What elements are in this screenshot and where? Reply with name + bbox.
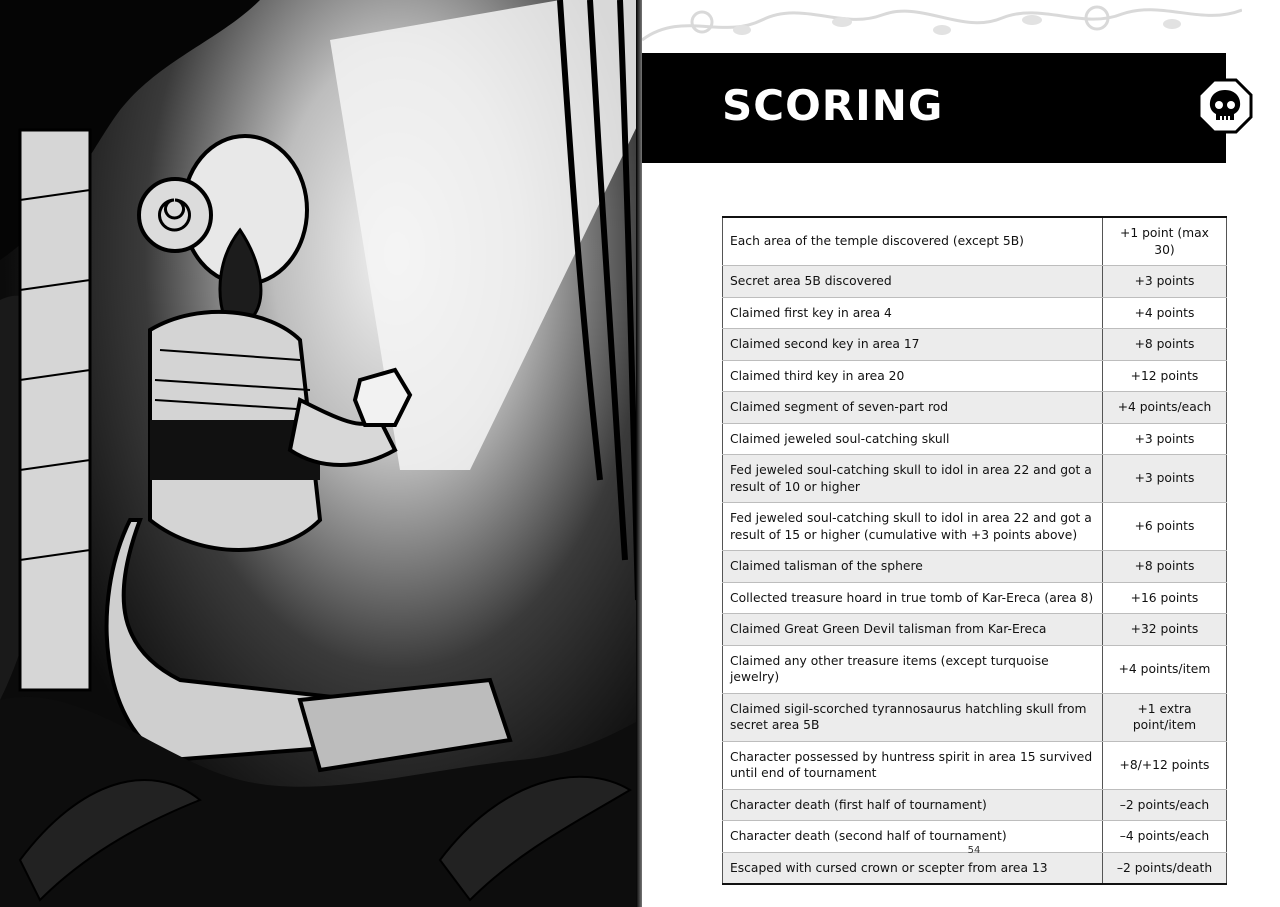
- row-points: +8/+12 points: [1103, 741, 1227, 789]
- page-number: 54: [967, 845, 981, 856]
- row-points: +16 points: [1103, 582, 1227, 614]
- skull-icon: [1197, 78, 1253, 134]
- row-description: Escaped with cursed crown or scepter from area 13: [723, 852, 1103, 884]
- table-row: [723, 852, 1227, 884]
- row-points: +3 points: [1103, 266, 1227, 298]
- table-row: [723, 582, 1227, 614]
- row-points: +8 points: [1103, 551, 1227, 583]
- row-description: Character death (second half of tournament): [723, 821, 1103, 853]
- row-points: +3 points: [1103, 423, 1227, 455]
- row-points: –2 points/death: [1103, 852, 1227, 884]
- row-points: +4 points/each: [1103, 392, 1227, 424]
- table-row: [723, 741, 1227, 789]
- row-description: Fed jeweled soul-catching skull to idol in area 22 and got a result of 15 or higher (cumulative with +3 points above): [723, 503, 1103, 551]
- scoring-table-body: [723, 217, 1227, 884]
- row-points: –4 points/each: [1103, 821, 1227, 853]
- table-row: [723, 266, 1227, 298]
- table-row: [723, 789, 1227, 821]
- title-bar: [642, 53, 1226, 163]
- row-description: Each area of the temple discovered (except 5B): [723, 217, 1103, 266]
- row-description: Collected treasure hoard in true tomb of Kar-Ereca (area 8): [723, 582, 1103, 614]
- row-description: Claimed second key in area 17: [723, 329, 1103, 361]
- row-points: +12 points: [1103, 360, 1227, 392]
- table-row: [723, 503, 1227, 551]
- table-row: [723, 614, 1227, 646]
- row-description: Claimed jeweled soul-catching skull: [723, 423, 1103, 455]
- table-row: [723, 693, 1227, 741]
- table-row: [723, 551, 1227, 583]
- row-description: Character death (first half of tournament): [723, 789, 1103, 821]
- vine-ornament-icon: [642, 0, 1242, 52]
- row-description: Claimed any other treasure items (except turquoise jewelry): [723, 645, 1103, 693]
- page-title: SCORING: [722, 81, 944, 130]
- row-points: +1 point (max 30): [1103, 217, 1227, 266]
- row-description: Character possessed by huntress spirit in area 15 survived until end of tournament: [723, 741, 1103, 789]
- table-row: [723, 329, 1227, 361]
- table-row: [723, 645, 1227, 693]
- row-points: +32 points: [1103, 614, 1227, 646]
- row-description: Claimed sigil-scorched tyrannosaurus hatchling skull from secret area 5B: [723, 693, 1103, 741]
- row-description: Claimed Great Green Devil talisman from Kar-Ereca: [723, 614, 1103, 646]
- row-description: Claimed third key in area 20: [723, 360, 1103, 392]
- row-points: +6 points: [1103, 503, 1227, 551]
- row-points: +8 points: [1103, 329, 1227, 361]
- table-row: [723, 217, 1227, 266]
- row-description: Claimed segment of seven-part rod: [723, 392, 1103, 424]
- row-points: +1 extra point/item: [1103, 693, 1227, 741]
- row-description: Fed jeweled soul-catching skull to idol in area 22 and got a result of 10 or higher: [723, 455, 1103, 503]
- row-description: Claimed talisman of the sphere: [723, 551, 1103, 583]
- table-row: [723, 423, 1227, 455]
- row-points: +4 points: [1103, 297, 1227, 329]
- row-points: +4 points/item: [1103, 645, 1227, 693]
- row-description: Secret area 5B discovered: [723, 266, 1103, 298]
- table-row: [723, 455, 1227, 503]
- scoring-table: [722, 216, 1227, 885]
- row-points: –2 points/each: [1103, 789, 1227, 821]
- row-points: +3 points: [1103, 455, 1227, 503]
- table-row: [723, 297, 1227, 329]
- table-row: [723, 360, 1227, 392]
- row-description: Claimed first key in area 4: [723, 297, 1103, 329]
- table-row: [723, 392, 1227, 424]
